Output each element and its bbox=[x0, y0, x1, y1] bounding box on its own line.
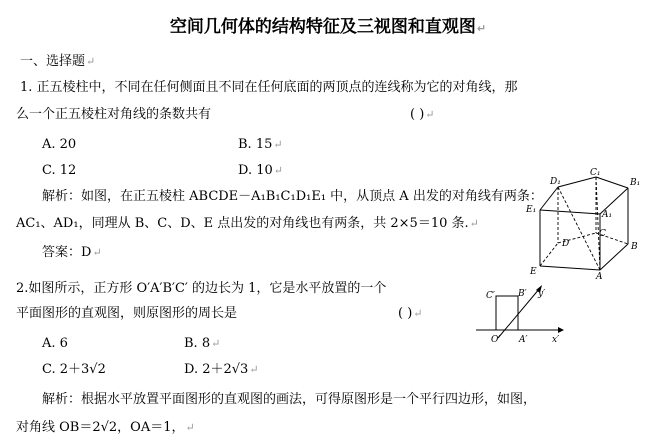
q1-answer: 答案：D↵ bbox=[42, 245, 102, 260]
square-outline bbox=[496, 296, 518, 330]
edge-ab bbox=[600, 244, 628, 270]
diag-ad1-hidden bbox=[558, 187, 600, 270]
label-d1: D₁ bbox=[550, 177, 561, 187]
q1-option-c: C. 12 bbox=[42, 163, 77, 178]
page-title: 空间几何体的结构特征及三视图和直观图↵ bbox=[169, 17, 487, 37]
q2-answer-paren: ( )↵ bbox=[398, 306, 423, 321]
q1-analysis-line1: 解析：如图，在正五棱柱 ABCDE－A₁B₁C₁D₁E₁ 中，从顶点 A 出发的对角线有两条： bbox=[42, 189, 543, 204]
label-b: B bbox=[631, 242, 638, 252]
edge-c1b1 bbox=[596, 177, 628, 188]
label-b-prime: B′ bbox=[518, 289, 527, 299]
label-d: D bbox=[562, 239, 570, 249]
diag-ac1-hidden bbox=[596, 177, 600, 270]
q1-analysis-line2: AC₁、AD₁，同理从 B、C、D、E 点出发的对角线也有两条，共 2×5＝10 条.↵ bbox=[16, 216, 479, 231]
label-c1: C₁ bbox=[590, 168, 601, 178]
q2-option-b: B. 8↵ bbox=[184, 336, 221, 351]
label-b1: B₁ bbox=[630, 178, 641, 188]
label-c: C bbox=[599, 229, 606, 239]
prism-figure bbox=[524, 168, 646, 280]
label-x-prime: x′ bbox=[552, 335, 560, 345]
q2-analysis-line1: 解析：根据水平放置平面图形的直观图的画法，可得原图形是一个平行四边形，如图， bbox=[42, 392, 537, 407]
label-e: E bbox=[530, 267, 537, 277]
q1-option-d: D. 10↵ bbox=[238, 163, 283, 178]
q1-stem-line2: 么一个正五棱柱对角线的条数共有 bbox=[16, 107, 212, 122]
q2-option-d: D. 2＋2√3↵ bbox=[184, 362, 259, 377]
q1-option-a: A. 20 bbox=[42, 137, 77, 152]
q2-analysis-line2: 对角线 OB＝2√2，OA＝1，↵ bbox=[16, 420, 195, 435]
edge-ed-hidden bbox=[540, 243, 558, 266]
label-y-prime: y′ bbox=[538, 289, 546, 299]
q1-answer-paren: ( )↵ bbox=[410, 107, 435, 122]
label-a-prime: A′ bbox=[519, 335, 528, 345]
q2-option-c: C. 2＋3√2 bbox=[42, 362, 106, 377]
label-a1: A₁ bbox=[602, 210, 613, 220]
q2-option-a: A. 6 bbox=[42, 336, 68, 351]
q2-stem-line2: 平面图形的直观图，则原图形的周长是 bbox=[16, 306, 238, 321]
label-a: A bbox=[596, 272, 603, 280]
edge-e1d1 bbox=[540, 187, 558, 210]
q2-stem-line1: 2.如图所示，正方形 O′A′B′C′ 的边长为 1，它是水平放置的一个 bbox=[16, 281, 387, 296]
label-c-prime: C′ bbox=[486, 291, 495, 301]
q1-stem-line1: 1. 正五棱柱中，不同在任何侧面且不同在任何底面的两顶点的连线称为它的对角线，那 bbox=[20, 80, 518, 95]
q1-option-b: B. 15↵ bbox=[238, 137, 283, 152]
x-arrow bbox=[558, 327, 564, 333]
edge-d1c1 bbox=[558, 177, 596, 187]
section-heading: 一、选择题↵ bbox=[20, 54, 96, 69]
label-e1: E₁ bbox=[526, 205, 537, 215]
edge-ea bbox=[540, 266, 600, 270]
square-figure bbox=[474, 282, 574, 348]
label-o-prime: O′ bbox=[491, 335, 501, 345]
